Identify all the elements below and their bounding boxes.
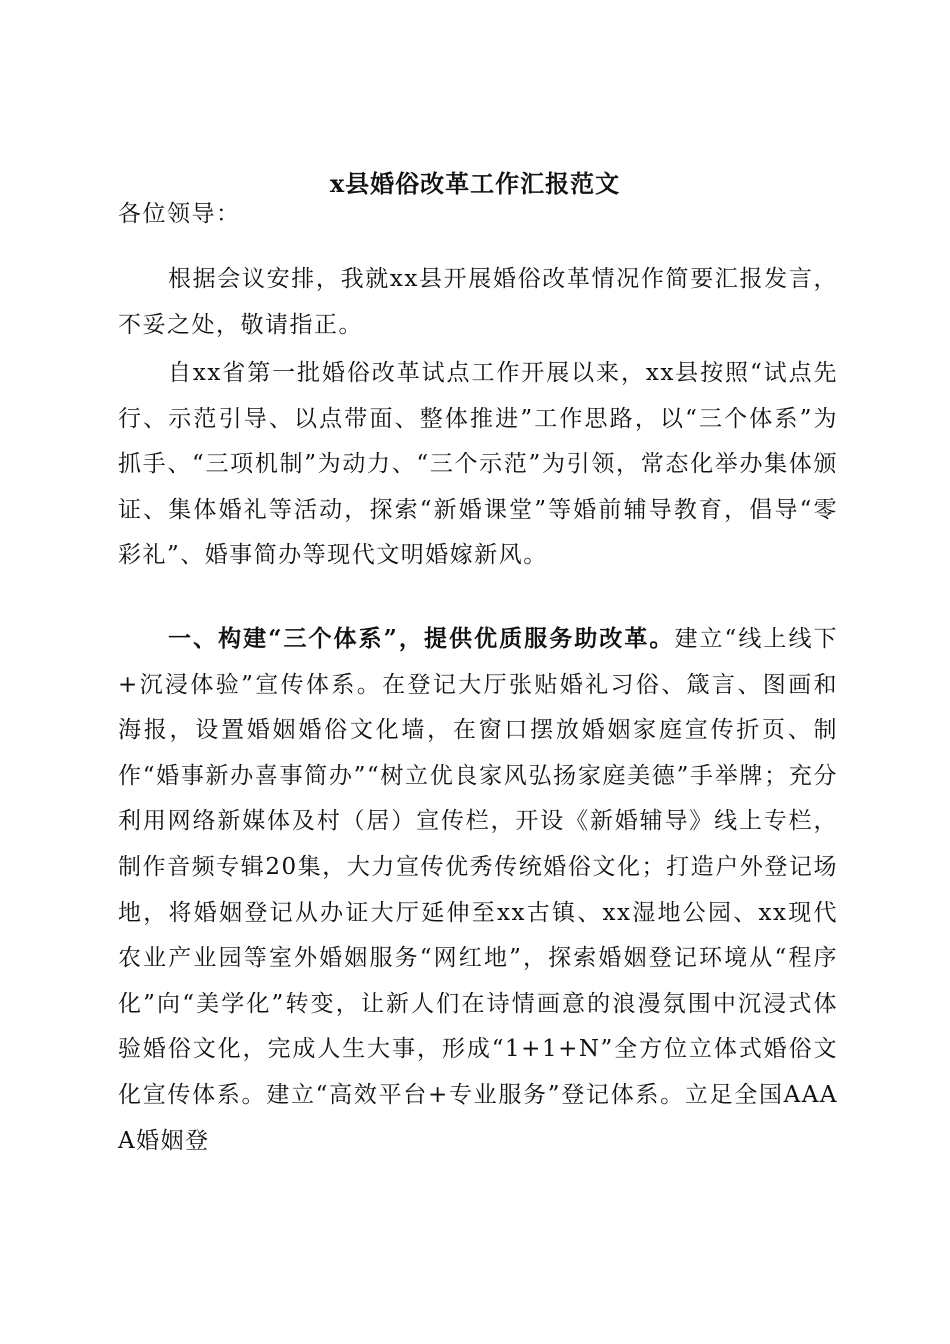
paragraph-section-one <box>118 616 838 1164</box>
section-one-text: 建立“线上线下+沉浸体验”宣传体系。在登记大厅张贴婚礼习俗、箴言、图画和海报，设置婚姻婚俗文化墙，在窗口摆放婚姻家庭宣传折页、制作“婚事新办喜事简办”“树立优良家风弘扬家庭美德”手举牌；充分利用网络新媒体及村（居）宣传栏，开设《新婚辅导》线上专栏，制作音频专辑20集，大力宣传优秀传统婚俗文化；打造户外登记场地，将婚姻登记从办证大厅延伸至xx古镇、xx湿地公园、xx现代农业产业园等室外婚姻服务“网红地”，探索婚姻登记环境从“程序化”向“美学化”转变，让新人们在诗情画意的浪漫氛围中沉浸式体验婚俗文化，完成人生大事，形成“1+1+N”全方位立体式婚俗文化宣传体系。建立“高效平台+专业服务”登记体系。立足全国AAAA婚姻登 <box>118 626 838 1154</box>
paragraph-intro <box>118 257 838 348</box>
salutation: 各位领导： <box>118 201 241 227</box>
paragraph-overview-text: 自xx省第一批婚俗改革试点工作开展以来，xx县按照“试点先行、示范引导、以点带面、整体推进”工作思路，以“三个体系”为抓手、“三项机制”为动力、“三个示范”为引领，常态化举办集体颁证、集体婚礼等活动，探索“新婚课堂”等婚前辅导教育，倡导“零彩礼”、婚事简办等现代文明婚嫁新风。 <box>118 360 838 569</box>
document-title: x县婚俗改革工作汇报范文 <box>329 169 621 198</box>
paragraph-intro-text: 根据会议安排，我就xx县开展婚俗改革情况作简要汇报发言，不妥之处，敬请指正。 <box>118 266 838 338</box>
paragraph-overview <box>118 351 838 579</box>
section-one-heading: 一、构建“三个体系”，提供优质服务助改革。 <box>168 625 675 652</box>
